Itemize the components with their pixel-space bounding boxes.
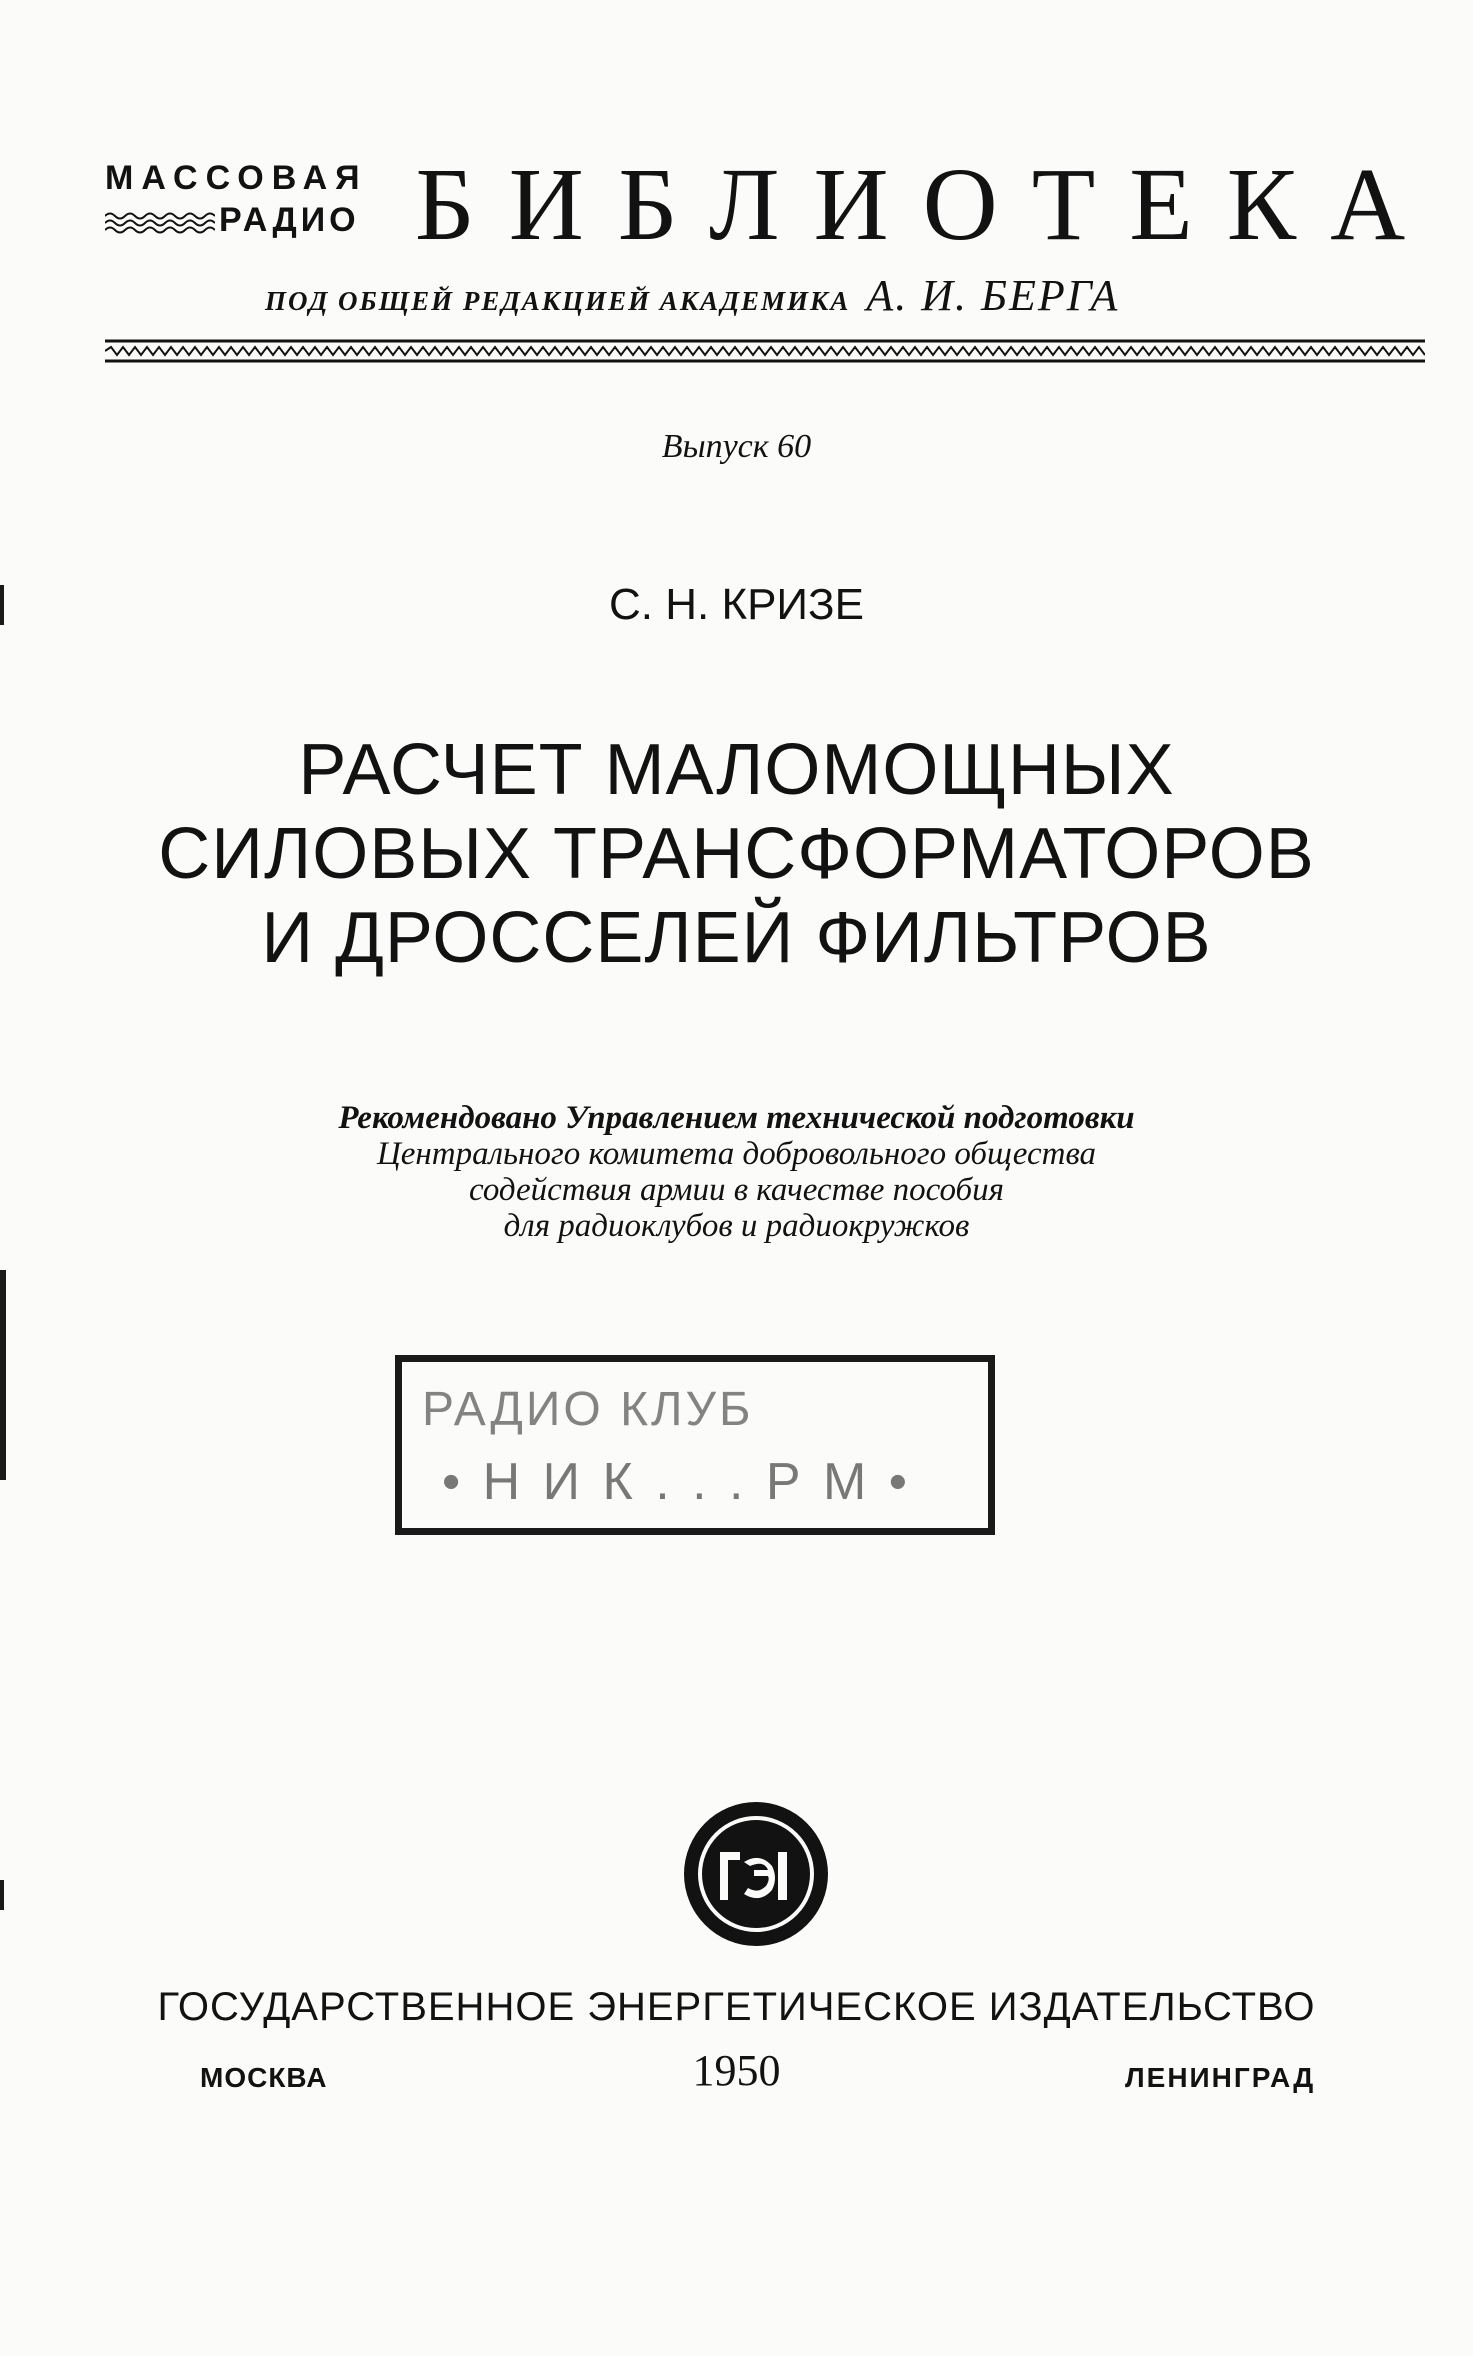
title-line: СИЛОВЫХ ТРАНСФОРМАТОРОВ [158,814,1315,894]
series-name-line2: РАДИО [219,201,360,239]
city-leningrad: ЛЕНИНГРАД [1125,2062,1316,2093]
library-stamp [395,1355,995,1535]
recommendation-line: Центрального комитета добровольного общества [376,1136,1097,1172]
stamp-line1: РАДИО КЛУБ [422,1383,754,1436]
editor-label: ПОД ОБЩЕЙ РЕДАКЦИЕЙ АКАДЕМИКА [265,286,851,316]
series-header [105,147,1440,410]
stamp-line2: • Н И К . . . Р М • [442,1453,911,1511]
editor-line [265,270,1119,321]
scan-mark [0,1880,4,1910]
editor-name: А. И. БЕРГА [866,271,1120,320]
wave-rule-divider [105,338,1425,364]
recommendation-line: Рекомендовано Управлением технической подготовки [338,1100,1135,1136]
issue-number: Выпуск 60 [661,428,812,465]
series-name-line1: МАССОВАЯ [105,159,368,197]
publication-year: 1950 [692,2046,781,2095]
wave-ornament-icon [105,208,215,236]
book-title [0,728,1473,980]
gei-publisher-logo-icon [682,1800,830,1948]
recommendation-line: содействия армии в качестве пособия [469,1172,1004,1208]
publisher-name: ГОСУДАРСТВЕННОЕ ЭНЕРГЕТИЧЕСКОЕ ИЗДАТЕЛЬСТВО [157,1985,1316,2029]
city-moscow: МОСКВА [200,2062,328,2093]
library-title: БИБЛИОТЕКА [415,147,1440,262]
title-line: РАСЧЕТ МАЛОМОЩНЫХ [298,730,1175,810]
scan-mark [0,1270,6,1480]
author-name: С. Н. КРИЗЕ [609,580,864,629]
recommendation-line: для радиоклубов и радиокружков [503,1208,970,1244]
recommendation-note [0,1100,1473,1244]
title-line: И ДРОССЕЛЕЙ ФИЛЬТРОВ [261,898,1212,978]
scan-mark [0,585,4,625]
